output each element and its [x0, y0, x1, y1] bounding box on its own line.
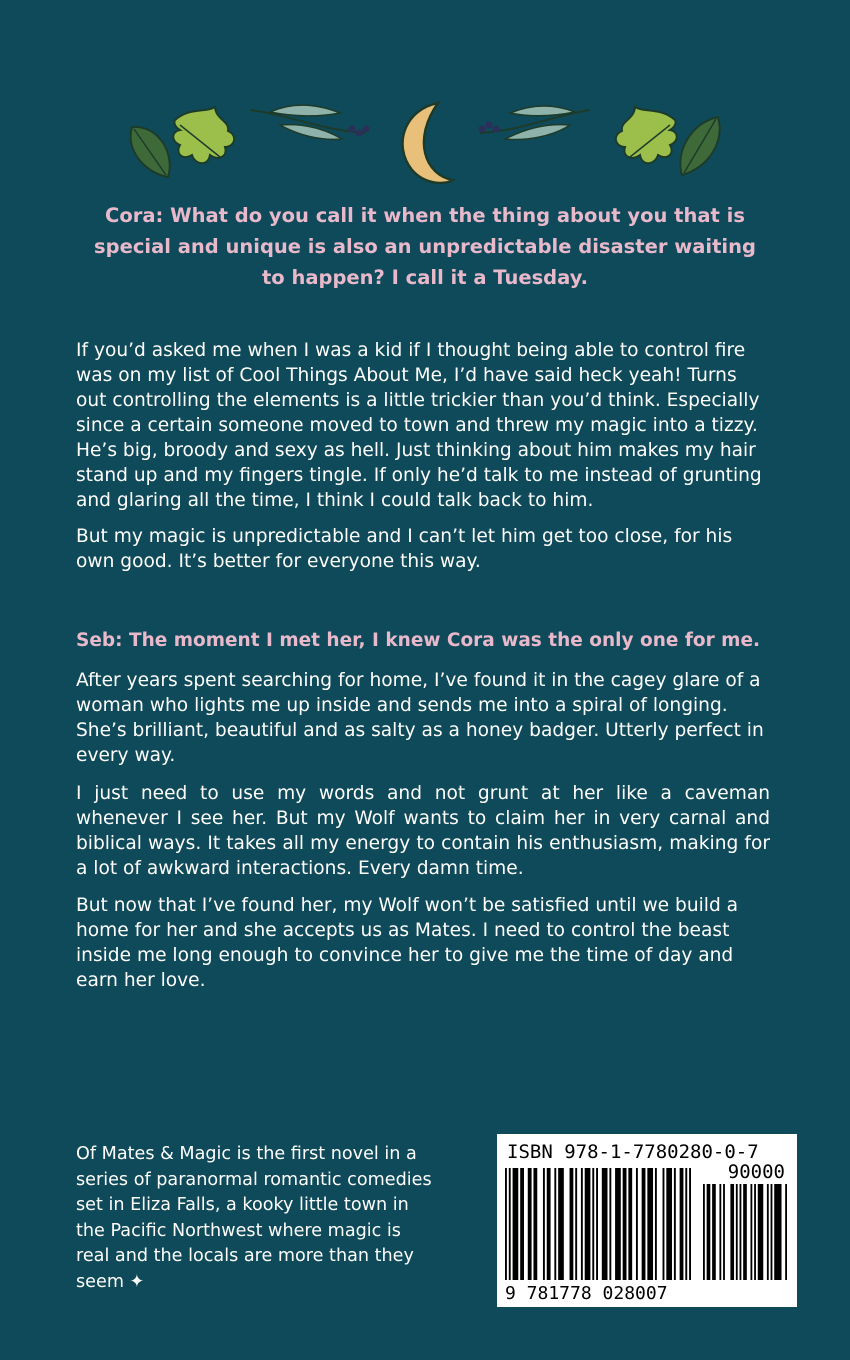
- barcode-bar: [703, 1184, 705, 1280]
- barcode-bar: [547, 1168, 551, 1280]
- barcode-bar: [528, 1168, 532, 1280]
- barcode-bar: [689, 1168, 691, 1280]
- barcode-bar: [774, 1184, 781, 1280]
- leaf-moon-ornament: [120, 95, 730, 190]
- seb-paragraph-3: But now that I’ve found her, my Wolf won’t be satisfied until we build a home for her and she accepts us as Mates. I need to control the beast inside me long enough to convince her to give me the time of day and earn her love.: [76, 895, 739, 991]
- barcode-bar: [685, 1168, 687, 1280]
- barcode-bar: [628, 1168, 632, 1280]
- barcode-bar: [513, 1168, 519, 1280]
- seb-paragraph-1: After years spent searching for home, I’ve found it in the cagey glare of a woman who lights me up inside and sends me into a spiral of longing. She’s brilliant, beautiful and as salty as a honey badger. Utterly perfect in every way.: [76, 670, 764, 766]
- barcode-bar: [585, 1168, 591, 1280]
- barcode-bar: [736, 1184, 738, 1280]
- barcode-bar: [520, 1168, 524, 1280]
- seb-paragraph-2: I just need to use my words and not grunt at her like a caveman whenever I see her. But my Wolf wants to claim her in very carnal and biblical ways. It takes all my energy to contain his enthusiasm, making for a lot of awkward interactions. Every damn time.: [76, 783, 770, 879]
- cora-paragraph-1: If you’d asked me when I was a kid if I thought being able to control fire was on my list of Cool Things About Me, I’d have said heck yeah! Turns out controlling the elements is a little trickier than you’d think. Especially since a certain someone moved to town and threw my magic into a tizzy. He’s big, broody and sexy as hell. Just thinking about him makes my hair stand up and my fingers tingle. If only he’d talk to me instead of grunting and glaring all the time, I think I could talk back to him.: [76, 340, 762, 511]
- barcode-bar: [554, 1168, 556, 1280]
- barcode-bar: [707, 1184, 711, 1280]
- barcode-bar: [558, 1168, 564, 1280]
- isbn-label: ISBN 978-1-7780280-0-7: [507, 1141, 759, 1163]
- barcode-bar: [754, 1184, 756, 1280]
- series-blurb: Of Mates & Magic is the first novel in a series of paranormal romantic comedies set in Eliza Falls, a kooky little town in the Pacific Northwest where magic is real and the locals are more than they seem ✦: [76, 1144, 432, 1292]
- right-sprig-icon: [479, 106, 591, 139]
- barcode-bar: [655, 1168, 657, 1280]
- barcode-bar: [623, 1168, 627, 1280]
- barcode-bar: [771, 1184, 773, 1280]
- barcode-bar: [602, 1168, 608, 1280]
- barcode-bar: [647, 1168, 653, 1280]
- left-sprig-icon: [250, 105, 370, 139]
- barcode-main-bars: [505, 1168, 691, 1280]
- barcode-bar: [758, 1184, 763, 1280]
- cora-tagline: Cora: What do you call it when the thing about you that is special and unique is also an unpredictable disaster waiting to happen? I call it a Tuesday.: [94, 204, 756, 289]
- crescent-moon-icon: [403, 103, 453, 183]
- barcode-bar: [740, 1184, 742, 1280]
- barcode-bar: [767, 1184, 769, 1280]
- left-dark-leaf-icon: [131, 127, 170, 177]
- barcode-bar: [750, 1184, 752, 1280]
- right-dark-leaf-icon: [680, 117, 719, 175]
- barcode-bar: [592, 1168, 594, 1280]
- barcode-bar: [575, 1168, 577, 1280]
- barcode-addon-bars: [703, 1184, 787, 1280]
- barcode-bar: [543, 1168, 545, 1280]
- barcode-bar: [680, 1168, 684, 1280]
- barcode-bar: [636, 1168, 638, 1280]
- barcode-bar: [509, 1168, 511, 1280]
- left-oak-leaf-icon: [173, 107, 234, 163]
- barcode-bar: [785, 1184, 787, 1280]
- barcode-bar: [666, 1168, 672, 1280]
- seb-heading: Seb: The moment I met her, I knew Cora was the only one for me.: [76, 630, 761, 651]
- barcode-bar: [596, 1168, 598, 1280]
- right-oak-leaf-icon: [616, 107, 677, 163]
- barcode-bar: [570, 1168, 574, 1280]
- barcode-bar: [505, 1168, 507, 1280]
- barcode-bar: [743, 1184, 747, 1280]
- barcode-bar: [712, 1184, 716, 1280]
- barcode-bar: [663, 1168, 665, 1280]
- barcode-bar: [615, 1168, 621, 1280]
- barcode-bar: [581, 1168, 583, 1280]
- barcode-bar: [730, 1184, 734, 1280]
- barcode-bar: [674, 1168, 676, 1280]
- price-code: 90000: [727, 1161, 785, 1183]
- barcode-bar: [642, 1168, 646, 1280]
- barcode-bar: [723, 1184, 725, 1280]
- barcode-bar: [533, 1168, 537, 1280]
- isbn-barcode: [497, 1134, 797, 1307]
- cora-paragraph-2: But my magic is unpredictable and I can’t let him get too close, for his own good. It’s better for everyone this way.: [76, 526, 733, 572]
- barcode-bar: [719, 1184, 721, 1280]
- barcode-bar: [609, 1168, 611, 1280]
- barcode-digits: 9 781778 028007: [505, 1283, 668, 1304]
